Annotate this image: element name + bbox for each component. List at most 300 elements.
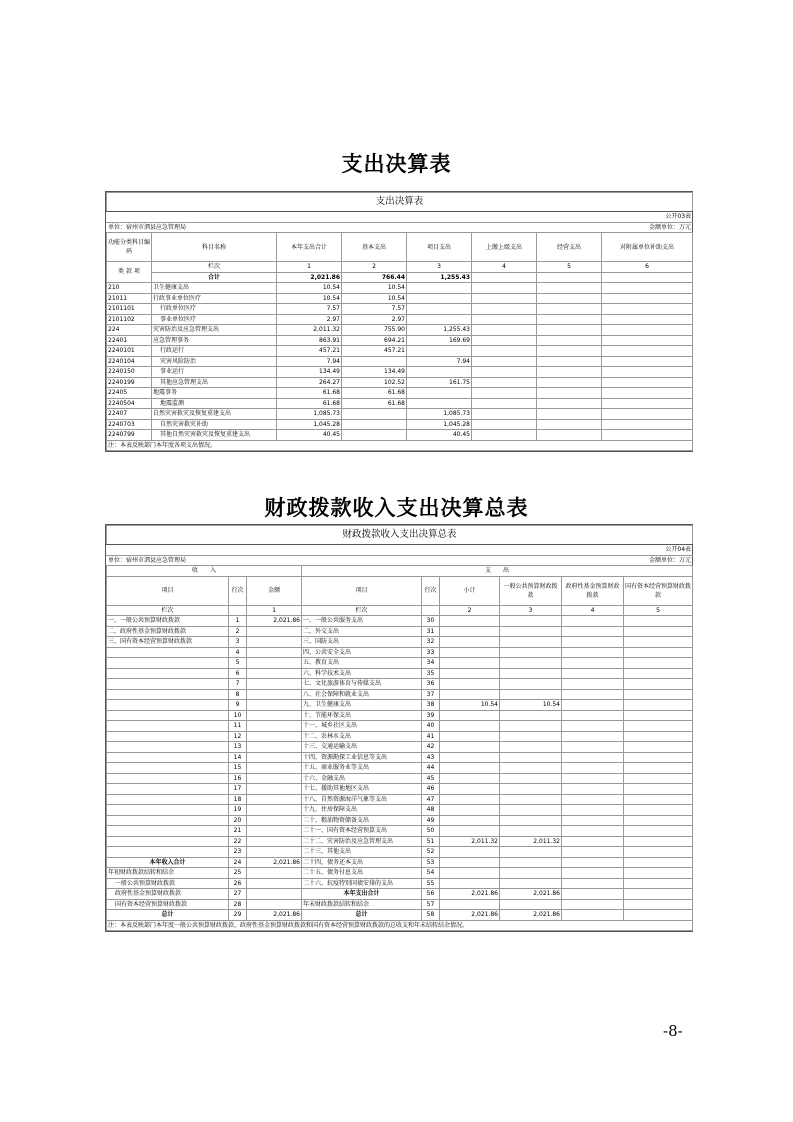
subject-name: 行政运行 — [152, 346, 277, 357]
income-item — [107, 658, 229, 669]
header-upper: 上缴上级支出 — [472, 233, 537, 262]
subject-code: 21011 — [107, 293, 152, 304]
empty-cell — [537, 409, 602, 420]
table-row — [107, 335, 693, 346]
income-item-header: 项目 — [107, 576, 229, 605]
expense-general: 2,021.86 — [500, 910, 562, 921]
page-number: -8- — [663, 1022, 683, 1040]
expense-fund — [562, 752, 624, 763]
expense-general — [500, 857, 562, 868]
table-row — [107, 398, 693, 409]
income-row-no: 12 — [229, 731, 247, 742]
total-amount: 2,021.86 — [277, 272, 342, 283]
expense-row-no: 31 — [422, 626, 440, 637]
header-basic: 基本支出 — [342, 233, 407, 262]
subject-code: 2240101 — [107, 346, 152, 357]
expense-item: 十、节能环保支出 — [302, 710, 422, 721]
expense-capital — [624, 868, 693, 879]
expense-subtotal — [440, 668, 500, 679]
subject-code: 2240703 — [107, 419, 152, 430]
total-label: 合计 — [152, 272, 277, 283]
amount-total: 10.54 — [277, 283, 342, 294]
expense-fund — [562, 679, 624, 690]
expense-item: 二十六、抗疫特别国债安排的支出 — [302, 878, 422, 889]
expense-item: 十八、自然资源海洋气象等支出 — [302, 794, 422, 805]
empty-cell — [537, 314, 602, 325]
amount-total: 1,045.28 — [277, 419, 342, 430]
expense-capital — [624, 689, 693, 700]
expense-capital — [624, 637, 693, 648]
income-row-no: 14 — [229, 752, 247, 763]
expense-capital — [624, 742, 693, 753]
table-row — [107, 878, 693, 889]
table-row — [107, 826, 693, 837]
income-amount — [247, 805, 302, 816]
income-amount — [247, 742, 302, 753]
expense-general — [500, 626, 562, 637]
expense-capital — [624, 784, 693, 795]
expense-item: 二十二、灾害防治及应急管理支出 — [302, 836, 422, 847]
empty-cell — [472, 367, 537, 378]
expense-subtotal — [440, 710, 500, 721]
expense-row-no: 41 — [422, 731, 440, 742]
expense-row-no: 48 — [422, 805, 440, 816]
amount-basic — [342, 419, 407, 430]
expense-subtotal — [440, 689, 500, 700]
amount-project — [407, 388, 472, 399]
expense-row-no: 37 — [422, 689, 440, 700]
table-row — [107, 815, 693, 826]
income-item: 一、一般公共预算财政拨款 — [107, 616, 229, 627]
income-row-no: 11 — [229, 721, 247, 732]
expense-capital — [624, 836, 693, 847]
amount-unit: 金额单位：万元 — [602, 222, 693, 233]
amount-project — [407, 346, 472, 357]
income-header: 收 入 — [107, 566, 302, 577]
expense-general — [500, 899, 562, 910]
expense-capital — [624, 794, 693, 805]
expense-fund — [562, 805, 624, 816]
amount-project: 7.94 — [407, 356, 472, 367]
income-amount — [247, 847, 302, 858]
table-row — [107, 773, 693, 784]
income-item — [107, 710, 229, 721]
income-amount — [247, 899, 302, 910]
table-row — [107, 304, 693, 315]
expense-capital — [624, 889, 693, 900]
empty-cell — [537, 356, 602, 367]
expense-header: 支 出 — [302, 566, 693, 577]
income-item: 三、国有资本经营预算财政拨款 — [107, 637, 229, 648]
subject-name: 事业单位医疗 — [152, 314, 277, 325]
amount-total: 61.68 — [277, 398, 342, 409]
income-amount — [247, 878, 302, 889]
income-item — [107, 847, 229, 858]
subject-code: 2101101 — [107, 304, 152, 315]
expense-subtotal — [440, 857, 500, 868]
expense-item: 十三、交通运输支出 — [302, 742, 422, 753]
income-row-no: 29 — [229, 910, 247, 921]
income-row-no: 18 — [229, 794, 247, 805]
expense-capital — [624, 847, 693, 858]
table-row — [107, 430, 693, 441]
form-number: 公开03表 — [602, 212, 693, 223]
lei-kuan-xiang: 类 款 项 — [107, 262, 152, 283]
income-row-no: 28 — [229, 899, 247, 910]
expense-general — [500, 710, 562, 721]
expense-general — [500, 826, 562, 837]
table2-note: 注：本表反映部门本年度一般公共预算财政拨款、政府性基金预算财政拨款和国有资本经营预算财政拨款的总收支和年末结转结余情况。 — [107, 920, 693, 931]
expense-general — [500, 773, 562, 784]
expense-fund — [562, 710, 624, 721]
income-amount — [247, 658, 302, 669]
subject-name: 行政事业单位医疗 — [152, 293, 277, 304]
expense-item: 十六、金融支出 — [302, 773, 422, 784]
income-amount — [247, 763, 302, 774]
expense-item: 二十五、债务付息支出 — [302, 868, 422, 879]
table-row — [107, 899, 693, 910]
empty-cell — [602, 398, 693, 409]
income-row-no: 20 — [229, 815, 247, 826]
expense-general — [500, 868, 562, 879]
table2-heading: 财政拨款收入支出决算总表 — [264, 496, 529, 520]
income-item — [107, 836, 229, 847]
subject-code: 2101102 — [107, 314, 152, 325]
expense-row-no: 51 — [422, 836, 440, 847]
income-amount — [247, 710, 302, 721]
header-name: 科目名称 — [152, 233, 277, 262]
subject-name: 其他应急管理支出 — [152, 377, 277, 388]
table-row — [107, 283, 693, 294]
income-row-no: 25 — [229, 868, 247, 879]
expense-capital — [624, 805, 693, 816]
table-row — [107, 857, 693, 868]
income-item: 政府性基金预算财政拨款 — [107, 889, 229, 900]
expense-general — [500, 847, 562, 858]
empty-cell — [472, 377, 537, 388]
empty-cell — [602, 314, 693, 325]
expense-capital — [624, 857, 693, 868]
expense-fund — [562, 836, 624, 847]
subject-name: 事业运行 — [152, 367, 277, 378]
income-amount — [247, 868, 302, 879]
expense-capital — [624, 731, 693, 742]
table-row — [107, 314, 693, 325]
income-amount — [247, 889, 302, 900]
expense-fund — [562, 626, 624, 637]
income-row-no: 26 — [229, 878, 247, 889]
income-row-no: 1 — [229, 616, 247, 627]
empty-cell — [602, 430, 693, 441]
expense-item: 二十四、债务还本支出 — [302, 857, 422, 868]
expense-capital — [624, 878, 693, 889]
income-item: 年初财政拨款结转和结余 — [107, 868, 229, 879]
expense-capital — [624, 752, 693, 763]
amount-project: 1,255.43 — [407, 325, 472, 336]
income-row-no: 4 — [229, 647, 247, 658]
income-row-no: 27 — [229, 889, 247, 900]
expense-capital — [624, 815, 693, 826]
expense-capital — [624, 616, 693, 627]
table-row — [107, 836, 693, 847]
expense-row-no: 46 — [422, 784, 440, 795]
expense-sheet: 支出决算表 公开03表 单位：宿州市泗县应急管理局 金额单位：万元 功能分类科目编码 科目名称 本年支出合计 基本支出 项目支出 上缴上级支出 经营支出 对附属单位补助支出 类 款 项 栏次 1 2 3 4 5 6 合计 2,021.86 766.44 1,255.43 210 卫生健康支出 10.54 10.54 21011 行政事业单位医疗 10.54 10.54 2101101 行政单位医疗 7.57 7.57 2101102 事业单位医疗 2.97 2.97 224 灾害防治及应急管理支出 2,011.32 755.90 1,255.43 22401 应急管理事务 863.91 694.21 169.69 2240101 行政运行 457.21 457.21 2240104 灾害风险防治 7.94 7.94 2240150 事业运行 134.49 134.49 2240199 其他应急管理支出 264.27 102.52 161.75 22405 地震事务 61.68 61.68 2240504 地震监测 61.68 61.68 22407 自然灾害救灾及恢复重建支出 1,085.73 1,085.73 2240703 自然灾害救灾补助 1,045.28 1,045.28 2240799 其他自然灾害救灾及恢复重建支出 40.45 40.45 注：本表反映部门本年度各项支出情况。 — [105, 191, 693, 452]
column-index-label: 栏次 — [152, 262, 277, 273]
expense-row-no: 44 — [422, 763, 440, 774]
table-row — [107, 325, 693, 336]
income-item: 一般公共预算财政拨款 — [107, 878, 229, 889]
expense-capital — [624, 710, 693, 721]
income-amount — [247, 689, 302, 700]
table-row — [107, 647, 693, 658]
expense-item: 十九、住房保障支出 — [302, 805, 422, 816]
expense-row-no: 55 — [422, 878, 440, 889]
table-row — [107, 293, 693, 304]
income-row-no: 2 — [229, 626, 247, 637]
expense-row-no: 36 — [422, 679, 440, 690]
empty-cell — [602, 335, 693, 346]
table-row — [107, 752, 693, 763]
table-row — [107, 409, 693, 420]
empty-cell — [537, 304, 602, 315]
table-row — [107, 721, 693, 732]
expense-item: 十四、资源勘探工业信息等支出 — [302, 752, 422, 763]
expense-subtotal — [440, 658, 500, 669]
income-item — [107, 679, 229, 690]
table1-note: 注：本表反映部门本年度各项支出情况。 — [107, 440, 693, 451]
amount-basic: 10.54 — [342, 283, 407, 294]
amount-project: 161.75 — [407, 377, 472, 388]
expense-general — [500, 647, 562, 658]
expense-fund — [562, 731, 624, 742]
income-row-no: 24 — [229, 857, 247, 868]
table-row — [107, 388, 693, 399]
expense-subtotal — [440, 773, 500, 784]
income-amount: 2,021.86 — [247, 616, 302, 627]
expense-fund — [562, 763, 624, 774]
subject-code: 2240104 — [107, 356, 152, 367]
empty-cell — [537, 283, 602, 294]
subject-name: 应急管理事务 — [152, 335, 277, 346]
expense-general — [500, 878, 562, 889]
expense-fund — [562, 815, 624, 826]
income-row-no: 17 — [229, 784, 247, 795]
empty-cell — [472, 430, 537, 441]
empty-cell — [537, 293, 602, 304]
empty-cell — [537, 325, 602, 336]
income-row-no: 6 — [229, 668, 247, 679]
income-amount — [247, 700, 302, 711]
table-row — [107, 889, 693, 900]
expense-fund — [562, 668, 624, 679]
expense-general: 10.54 — [500, 700, 562, 711]
table-row — [107, 668, 693, 679]
income-item: 本年收入合计 — [107, 857, 229, 868]
expense-item: 十一、城乡社区支出 — [302, 721, 422, 732]
expense-subtotal — [440, 752, 500, 763]
amount-project — [407, 293, 472, 304]
income-row-no: 21 — [229, 826, 247, 837]
empty-cell — [472, 419, 537, 430]
income-item — [107, 784, 229, 795]
form2-number: 公开04表 — [624, 545, 693, 556]
table-row — [107, 710, 693, 721]
subject-code: 224 — [107, 325, 152, 336]
subject-name: 自然灾害救灾及恢复重建支出 — [152, 409, 277, 420]
expense-row-no: 32 — [422, 637, 440, 648]
subject-name: 卫生健康支出 — [152, 283, 277, 294]
expense-item-header: 项目 — [302, 576, 422, 605]
amount-basic: 694.21 — [342, 335, 407, 346]
amount-basic: 2.97 — [342, 314, 407, 325]
expense-capital — [624, 910, 693, 921]
income-item — [107, 752, 229, 763]
table-row — [107, 784, 693, 795]
expense-fund — [562, 847, 624, 858]
fiscal-sheet: 财政拨款收入支出决算总表 公开04表 单位：宿州市泗县应急管理局 金额单位：万元 收 入 支 出 项目 行次 金额 项目 行次 小计 一般公共预算财政拨款 政府性基金预算财政拨款 国有资本经营预算财政拨款 栏次 1 栏次 2 3 4 5 一、一般公共预算财政拨款 1 2,021.86 一、一般公共服务支出 30 二、政府性基金预算财政拨款 2 二、外交支出 31 三、国有资本经营预算财政拨款 3 三、国防支出 32 4 四、公共安全支出 33 5 五、教育支出 34 6 六、科学技术支出 35 7 七、文化旅游体育与传媒支出 36 8 八、社会保障和就业支出 37 9 九、卫生健康支出 38 10.54 10.54 10 十、节能环保支出 39 11 十一、城乡社区支出 40 12 十二、农林水支出 41 13 十三、交通运输支出 42 14 十四、资源勘探工业信息等支出 43 15 十五、商业服务业等支出 44 16 十六、金融支出 45 17 十七、援助其他地区支出 46 18 十八、自然资源海洋气象等支出 47 19 十九、住房保障支出 48 20 二十、粮油物资储备支出 49 21 二十一、国有资本经营预算支出 50 22 二十二、灾害防治及应急管理支出 51 2,011.32 2,011.32 23 二十三、其他支出 52 本年收入合计 24 2,021.86 二十四、债务还本支出 53 年初财政拨款结转和结余 25 二十五、债务付息支出 54 一般公共预算财政拨款 26 二十六、抗疫特别国债安排的支出 55 政府性基金预算财政拨款 27 本年支出合计 56 2,021.86 2,021.86 国有资本经营预算财政拨款 28 年末财政拨款结转和结余 57 总计 29 2,021.86 总计 58 2,021.86 2,021.86 注：本表反映部门本年度一般公共预算财政拨款、政府性基金预算财政拨款和国有资本经营预算财政拨款的总收支和年末结转结余情况。 — [105, 524, 693, 932]
amount-basic: 755.90 — [342, 325, 407, 336]
capital-header: 国有资本经营预算财政拨款 — [624, 576, 693, 605]
expense-row-no: 39 — [422, 710, 440, 721]
amount-project — [407, 304, 472, 315]
income-row-no: 23 — [229, 847, 247, 858]
amount-total: 7.57 — [277, 304, 342, 315]
expense-row-no: 47 — [422, 794, 440, 805]
empty-cell — [472, 346, 537, 357]
expense-capital — [624, 899, 693, 910]
expense-fund — [562, 794, 624, 805]
income-amount: 2,021.86 — [247, 857, 302, 868]
expense-fund — [562, 616, 624, 627]
empty-cell — [602, 388, 693, 399]
amount-total: 1,085.73 — [277, 409, 342, 420]
expense-subtotal — [440, 731, 500, 742]
expense-subtotal — [440, 805, 500, 816]
expense-subtotal — [440, 826, 500, 837]
table-row — [107, 346, 693, 357]
expense-subtotal — [440, 763, 500, 774]
income-item — [107, 668, 229, 679]
table-row — [107, 658, 693, 669]
income-item — [107, 794, 229, 805]
amount-basic: 61.68 — [342, 398, 407, 409]
income-item — [107, 689, 229, 700]
expense-capital — [624, 668, 693, 679]
subject-name: 自然灾害救灾补助 — [152, 419, 277, 430]
empty-cell — [537, 367, 602, 378]
expense-item: 二十、粮油物资储备支出 — [302, 815, 422, 826]
income-amount — [247, 668, 302, 679]
expense-capital — [624, 647, 693, 658]
expense-subtotal — [440, 815, 500, 826]
amount-project — [407, 398, 472, 409]
expense-general — [500, 637, 562, 648]
expense-capital — [624, 626, 693, 637]
amount-total: 457.21 — [277, 346, 342, 357]
expense-item: 五、教育支出 — [302, 658, 422, 669]
expense-row-no: 45 — [422, 773, 440, 784]
expense-item: 九、卫生健康支出 — [302, 700, 422, 711]
income-amount — [247, 626, 302, 637]
empty-cell — [537, 398, 602, 409]
income-row-no: 13 — [229, 742, 247, 753]
expense-capital — [624, 700, 693, 711]
expense-item: 本年支出合计 — [302, 889, 422, 900]
amount-total: 2.97 — [277, 314, 342, 325]
expense-subtotal: 2,021.86 — [440, 910, 500, 921]
unit-label: 单位：宿州市泗县应急管理局 — [107, 222, 537, 233]
amount-basic — [342, 430, 407, 441]
amount-total: 134.49 — [277, 367, 342, 378]
expense-fund — [562, 658, 624, 669]
amount-project: 169.69 — [407, 335, 472, 346]
income-item — [107, 721, 229, 732]
expense-item: 十五、商业服务业等支出 — [302, 763, 422, 774]
expense-subtotal — [440, 868, 500, 879]
expense-general — [500, 679, 562, 690]
empty-cell — [537, 346, 602, 357]
expense-fund — [562, 784, 624, 795]
table-row — [107, 731, 693, 742]
general-header: 一般公共预算财政拨款 — [500, 576, 562, 605]
expense-row-no: 38 — [422, 700, 440, 711]
income-amount-header: 金额 — [247, 576, 302, 605]
income-row-header: 行次 — [229, 576, 247, 605]
income-row-no: 8 — [229, 689, 247, 700]
expense-subtotal — [440, 637, 500, 648]
expense-row-no: 54 — [422, 868, 440, 879]
empty-cell — [602, 377, 693, 388]
expense-general — [500, 815, 562, 826]
empty-cell — [472, 314, 537, 325]
amount-total: 10.54 — [277, 293, 342, 304]
income-amount — [247, 752, 302, 763]
expense-general: 2,011.32 — [500, 836, 562, 847]
header-business: 经营支出 — [537, 233, 602, 262]
expense-row-header: 行次 — [422, 576, 440, 605]
expense-capital — [624, 773, 693, 784]
income-item — [107, 773, 229, 784]
subject-name: 灾害防治及应急管理支出 — [152, 325, 277, 336]
expense-general — [500, 721, 562, 732]
income-row-no: 3 — [229, 637, 247, 648]
amount-basic — [342, 409, 407, 420]
income-amount — [247, 836, 302, 847]
expense-fund — [562, 637, 624, 648]
expense-item: 一、一般公共服务支出 — [302, 616, 422, 627]
subject-name: 其他自然灾害救灾及恢复重建支出 — [152, 430, 277, 441]
expense-general — [500, 763, 562, 774]
subject-code: 210 — [107, 283, 152, 294]
income-amount — [247, 773, 302, 784]
expense-general — [500, 784, 562, 795]
income-row-no: 16 — [229, 773, 247, 784]
expense-subtotal — [440, 794, 500, 805]
expense-row-no: 42 — [422, 742, 440, 753]
table-row — [107, 367, 693, 378]
expense-fund — [562, 689, 624, 700]
expense-subtotal — [440, 616, 500, 627]
expense-row-no: 56 — [422, 889, 440, 900]
expense-general — [500, 689, 562, 700]
expense-subtotal — [440, 721, 500, 732]
income-item: 国有资本经营预算财政拨款 — [107, 899, 229, 910]
empty-cell — [472, 356, 537, 367]
expense-general — [500, 742, 562, 753]
expense-subtotal — [440, 878, 500, 889]
table-row — [107, 419, 693, 430]
amount-total: 264.27 — [277, 377, 342, 388]
